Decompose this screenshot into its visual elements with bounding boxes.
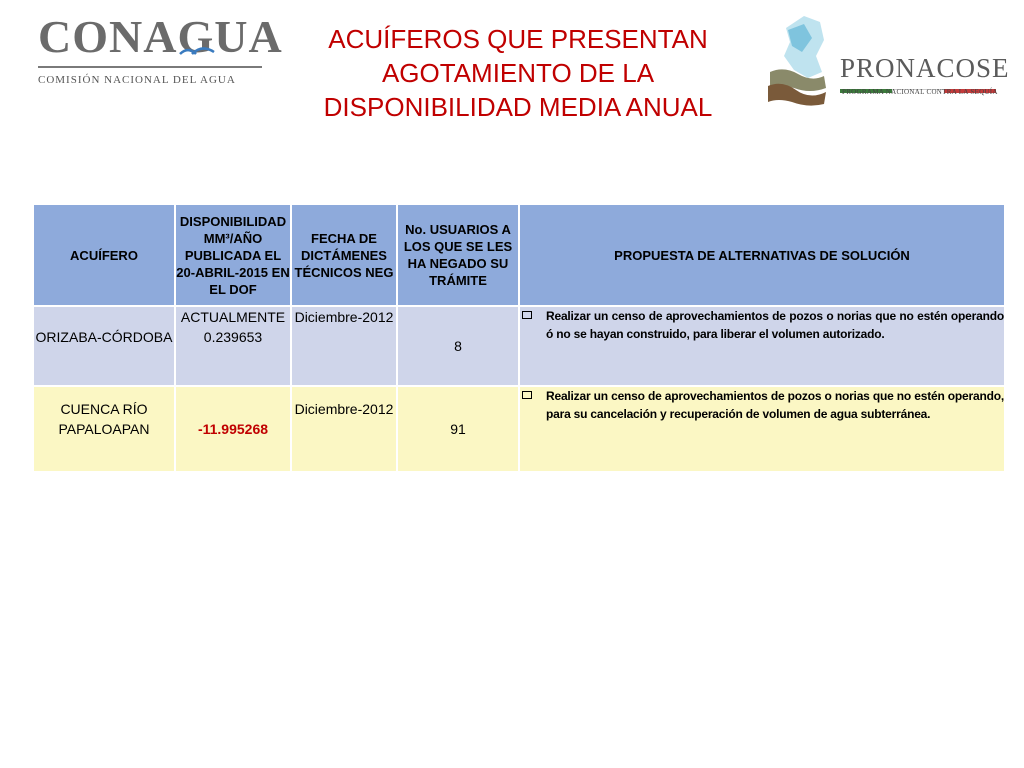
pronacose-logo-subtitle: PROGRAMA NACIONAL CONTRA LA SEQUÍA [842,88,998,96]
cell-disponibilidad-negative: -11.995268 [175,386,291,472]
cell-acuifero: CUENCA RÍO PAPALOAPAN [33,386,175,472]
aquifers-table [32,203,1006,473]
title-line-2: AGOTAMIENTO DE LA [381,58,655,88]
mexico-map-emblem-icon [764,12,830,108]
cell-fecha: Diciembre-2012 [291,306,397,386]
header-disponibilidad: DISPONIBILIDAD MM³/AÑO PUBLICADA EL 20-ABRIL-2015 EN EL DOF [175,204,291,306]
table-row [33,306,1005,386]
propuesta-text: Realizar un censo de aprovechamientos de pozos o norias que no estén operando, para su cancelación y recuperación de volumen de agua subterránea. [546,389,1004,421]
pronacose-logo [764,12,1010,108]
checkbox-bullet-icon [522,391,532,399]
header-acuifero: ACUÍFERO [33,204,175,306]
birds-icon [178,44,218,62]
cell-propuesta [519,306,1005,386]
header-usuarios: No. USUARIOS A LOS QUE SE LES HA NEGADO SU TRÁMITE [397,204,519,306]
header-propuesta: PROPUESTA DE ALTERNATIVAS DE SOLUCIÓN [519,204,1005,306]
conagua-logo-subtitle: COMISIÓN NACIONAL DEL AGUA [38,74,236,86]
table-row [33,386,1005,472]
pronacose-logo-name: PRONACOSE [840,53,1010,83]
conagua-logo-name: CONAGUA [38,11,283,62]
cell-usuarios: 91 [397,386,519,472]
cell-fecha: Diciembre-2012 [291,386,397,472]
propuesta-text: Realizar un censo de aprovechamientos de pozos o norias que no estén operando ó no se hayan construido, para liberar el volumen autorizado. [546,309,1004,341]
page-title [300,22,736,124]
cell-propuesta [519,386,1005,472]
table-header-row [33,204,1005,306]
checkbox-bullet-icon [522,311,532,319]
cell-usuarios: 8 [397,306,519,386]
header-fecha: FECHA DE DICTÁMENES TÉCNICOS NEG [291,204,397,306]
title-line-1: ACUÍFEROS QUE PRESENTAN [328,24,708,54]
pronacose-divider [840,80,996,84]
cell-acuifero: ORIZABA-CÓRDOBA [33,306,175,386]
conagua-divider [38,66,262,68]
cell-disponibilidad: ACTUALMENTE 0.239653 [175,306,291,386]
conagua-logo [38,11,283,86]
title-line-3: DISPONIBILIDAD MEDIA ANUAL [323,92,713,122]
